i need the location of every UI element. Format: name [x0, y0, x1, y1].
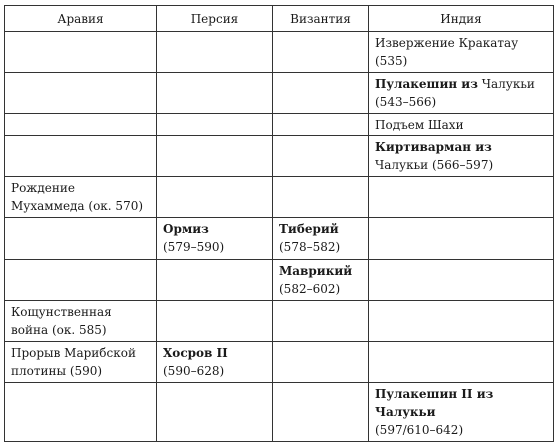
india-ruler-name: Киртиварман из — [375, 140, 492, 154]
persia-ruler-name: Хосров II — [163, 346, 228, 360]
table-row — [5, 32, 554, 73]
cell-byzantium — [273, 73, 369, 114]
cell-arabia — [5, 136, 157, 177]
header-persia: Персия — [157, 6, 273, 32]
cell-india — [369, 383, 554, 442]
cell-persia — [157, 260, 273, 301]
header-row — [5, 6, 554, 32]
india-event: Извержение Кракатау (535) — [375, 36, 519, 68]
cell-persia — [157, 73, 273, 114]
cell-india — [369, 177, 554, 218]
table-row — [5, 260, 554, 301]
cell-india — [369, 342, 554, 383]
header-india: Индия — [369, 6, 554, 32]
india-ruler-dynasty: Чалукьи (543–566) — [375, 77, 535, 109]
cell-arabia — [5, 260, 157, 301]
cell-india — [369, 73, 554, 114]
cell-india — [369, 218, 554, 260]
cell-arabia: Кощунственная война (ок. 585) — [5, 301, 157, 342]
byzantium-ruler-name: Тиберий — [279, 222, 339, 236]
persia-ruler-years: (579–590) — [163, 240, 225, 254]
cell-arabia — [5, 114, 157, 136]
byzantium-ruler-name: Маврикий — [279, 264, 353, 278]
cell-persia — [157, 218, 273, 260]
cell-persia — [157, 114, 273, 136]
cell-persia — [157, 301, 273, 342]
cell-persia — [157, 383, 273, 442]
india-ruler-years: (597/610–642) — [375, 423, 464, 437]
cell-byzantium — [273, 136, 369, 177]
cell-byzantium — [273, 114, 369, 136]
cell-arabia — [5, 218, 157, 260]
cell-india — [369, 260, 554, 301]
cell-byzantium — [273, 342, 369, 383]
cell-india — [369, 32, 554, 73]
india-ruler-dynasty: Чалукьи (566–597) — [375, 158, 494, 172]
table-row — [5, 301, 554, 342]
cell-byzantium — [273, 383, 369, 442]
byzantium-ruler-years: (578–582) — [279, 240, 341, 254]
table-row — [5, 136, 554, 177]
cell-byzantium — [273, 32, 369, 73]
cell-india — [369, 301, 554, 342]
india-event: Подъем Шахи — [375, 118, 464, 132]
header-arabia: Аравия — [5, 6, 157, 32]
header-byzantium: Византия — [273, 6, 369, 32]
cell-byzantium — [273, 177, 369, 218]
table-row — [5, 114, 554, 136]
chronology-table — [4, 5, 554, 442]
cell-persia — [157, 136, 273, 177]
cell-arabia — [5, 32, 157, 73]
cell-persia — [157, 342, 273, 383]
cell-persia — [157, 177, 273, 218]
cell-persia — [157, 32, 273, 73]
india-ruler-name: Пулакешин II из Чалукьи — [375, 387, 494, 419]
cell-arabia: Прорыв Марибской плотины (590) — [5, 342, 157, 383]
table-row — [5, 342, 554, 383]
cell-byzantium — [273, 218, 369, 260]
cell-arabia: Рождение Мухаммеда (ок. 570) — [5, 177, 157, 218]
persia-ruler-name: Ормиз — [163, 222, 209, 236]
cell-india — [369, 136, 554, 177]
table-row — [5, 177, 554, 218]
cell-india — [369, 114, 554, 136]
persia-ruler-years: (590–628) — [163, 364, 225, 378]
india-ruler-name: Пулакешин из — [375, 77, 478, 91]
byzantium-ruler-years: (582–602) — [279, 282, 341, 296]
cell-arabia — [5, 73, 157, 114]
table-row — [5, 73, 554, 114]
table-row — [5, 383, 554, 442]
cell-byzantium — [273, 260, 369, 301]
cell-arabia — [5, 383, 157, 442]
cell-byzantium — [273, 301, 369, 342]
table-row — [5, 218, 554, 260]
